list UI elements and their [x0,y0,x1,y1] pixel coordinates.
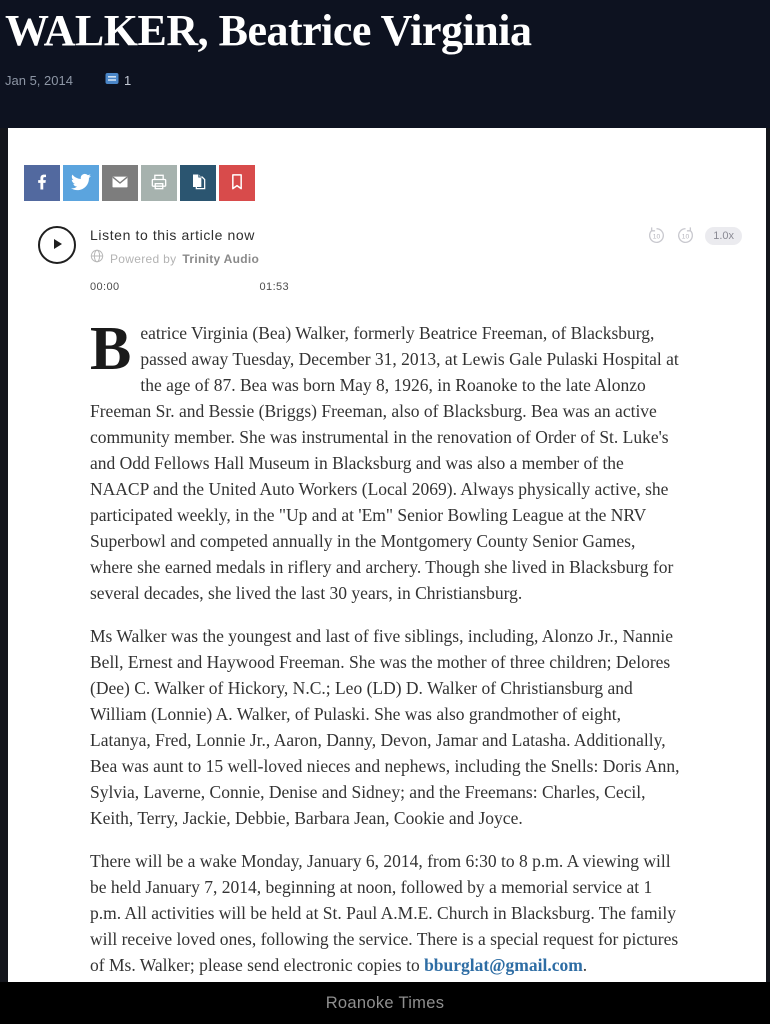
audio-player [38,226,742,293]
powered-by-label: Powered by [110,251,177,266]
copy-icon [188,172,208,195]
rewind-10-button[interactable] [647,226,666,245]
play-button[interactable] [38,226,76,264]
svg-text:10: 10 [682,233,690,241]
rewind-10-icon [647,233,666,248]
current-time: 00:00 [90,281,120,293]
email-icon [110,172,130,195]
paragraph-1: Beatrice Virginia (Bea) Walker, formerly Beatrice Freeman, of Blacksburg, passed away Tuesday, December 31, 2013, at Lewis Gale Pulaski Hospital at the age of 87. Bea was born May 8, 1926, in Roanoke to the late Alonzo Freeman Sr. and Bessie (Briggs) Freeman, also of Blacksburg. Bea was an active community member. She was instrumental in the renovation of Order of St. Luke's and Odd Fellows Hall Museum in Blacksburg and was also a member of the NAACP and the United Auto Workers (Local 2069). Always physically active, she participated weekly, in the "Up and at 'Em" Senior Bowling League at the NRV Superbowl and competed annually in the Montgomery County Senior Games, where she earned medals in riflery and archery. Though she lived in Blacksburg for several decades, she lived the last 30 years, in Christiansburg. [90,315,679,603]
article-header [0,0,770,128]
dropcap: B [90,315,132,383]
duration: 01:53 [259,281,290,293]
article-body-panel [8,128,766,982]
publish-date: Jan 5, 2014 [5,72,73,88]
player-timeline [90,281,289,293]
email-link[interactable]: bburglat@gmail.com [424,955,583,975]
paragraph-3: There will be a wake Monday, January 6, 2014, from 6:30 to 8 p.m. A viewing will be held January 7, 2014, beginning at noon, followed by a memorial service at 1 p.m. All activities will be held at St. Paul A.M.E. Church in Blacksburg. The family will receive loved ones, following the service. There is a special request for pictures of Ms. Walker; please send electronic copies to bburglat@gmail.com. [90,851,679,975]
bookmark-share-button[interactable] [219,165,255,201]
facebook-icon [32,172,52,195]
source-name: Roanoke Times [325,993,445,1012]
globe-icon [90,249,104,268]
comments-link[interactable] [105,72,131,89]
playback-speed-button[interactable]: 1.0x [705,227,742,245]
copy-share-button[interactable] [180,165,216,201]
play-icon [50,237,64,254]
bookmark-icon [227,172,247,195]
player-title: Listen to this article now [90,227,256,243]
svg-text:10: 10 [653,233,661,241]
page-title: WALKER, Beatrice Virginia [5,6,532,55]
source-footer [0,982,770,1024]
facebook-share-button[interactable] [24,165,60,201]
forward-10-button[interactable] [676,226,695,245]
share-toolbar [24,165,766,201]
comment-count: 1 [123,72,132,88]
print-icon [149,172,169,195]
print-share-button[interactable] [141,165,177,201]
paragraph-2: Ms Walker was the youngest and last of five siblings, including, Alonzo Jr., Nannie Bell, Ernest and Haywood Freeman. She was the mother of three children; Delores (Dee) C. Walker of Hickory, N.C.; Leo (LD) D. Walker of Christiansburg and William (Lonnie) A. Walker, of Pulaski. She was also grandmother of eight, Latanya, Fred, Lonnie Jr., Aaron, Danny, Devon, Jamar and Latasha. Additionally, Bea was aunt to 15 well-loved nieces and nephews, including the Snells: Doris Ann, Sylvia, Laverne, Connie, Denise and Sidney; and the Freemans: Charles, Cecil, Keith, Terry, Jackie, Debbie, Barbara Jean, Cookie and Joyce. [90,626,680,828]
twitter-icon [71,172,91,195]
email-share-button[interactable] [102,165,138,201]
article-text [90,315,682,978]
forward-10-icon [676,233,695,248]
twitter-share-button[interactable] [63,165,99,201]
comment-icon [105,72,119,89]
trinity-audio-link[interactable]: Trinity Audio [182,251,260,266]
